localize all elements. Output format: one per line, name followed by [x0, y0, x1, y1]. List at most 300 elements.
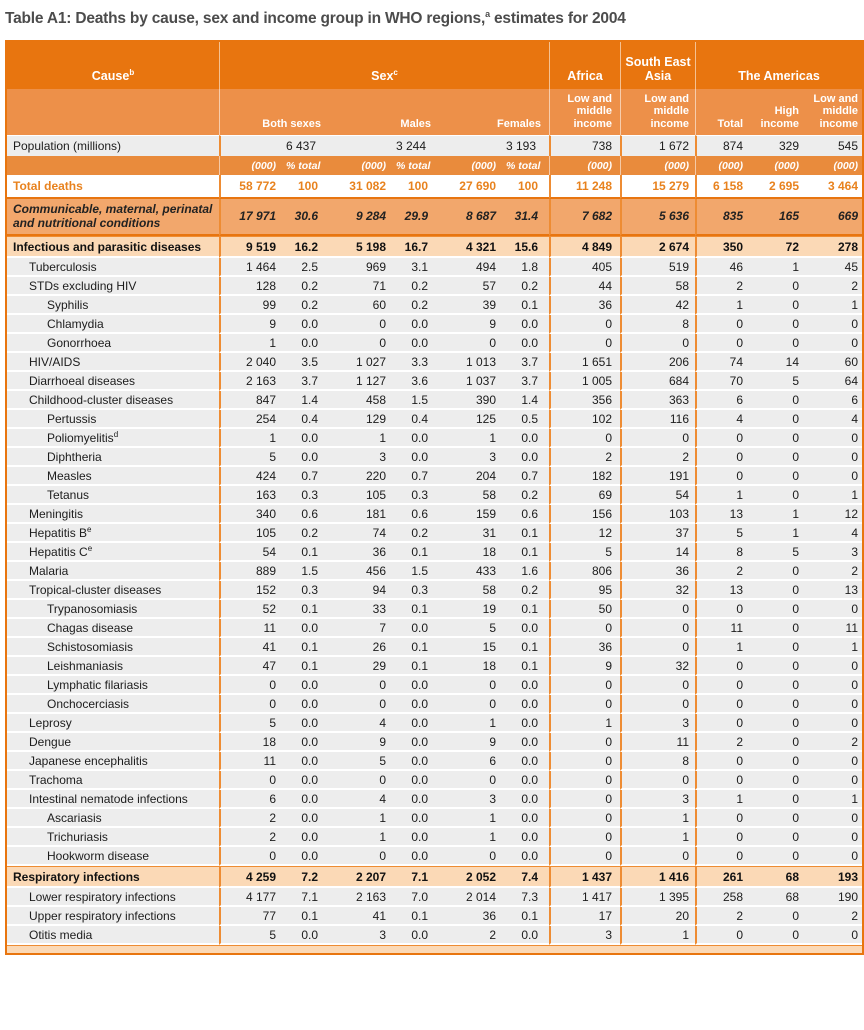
cell-value: 0.3 — [395, 486, 439, 505]
cell-value: 31.4 — [505, 199, 549, 236]
cell-value: 0.1 — [505, 600, 549, 619]
cell-value: 3 464 — [806, 175, 862, 199]
cell-value: 2 — [806, 733, 862, 752]
cell-value: 0 — [329, 315, 395, 334]
cell-value: 47 — [219, 657, 285, 676]
cell-value: 0 — [695, 847, 751, 866]
cell-value: 0.4 — [285, 410, 329, 429]
cell-value: 15.6 — [505, 236, 549, 258]
cell-value: 36 — [439, 907, 505, 926]
col-header-americas: The Americas — [695, 42, 862, 89]
table-row-schistosomiasis — [7, 638, 862, 657]
cell-value: 0 — [549, 619, 620, 638]
table-row-intestinal-nematode-infections — [7, 790, 862, 809]
table-row-tuberculosis — [7, 258, 862, 277]
cell-value: 58 — [439, 486, 505, 505]
cell-value: 0.0 — [285, 926, 329, 945]
cell-value: 16.2 — [285, 236, 329, 258]
cell-value: 0 — [219, 847, 285, 866]
cell-value: 6 158 — [695, 175, 751, 199]
cell-value: 969 — [329, 258, 395, 277]
cell-value: 806 — [549, 562, 620, 581]
population-value: 545 — [806, 135, 862, 156]
row-label: Tropical-cluster diseases — [7, 581, 219, 600]
cell-value: 0.3 — [285, 581, 329, 600]
cell-value: 60 — [329, 296, 395, 315]
cell-value: 181 — [329, 505, 395, 524]
cell-value: 3 — [620, 790, 695, 809]
cell-value: 1.6 — [505, 562, 549, 581]
cell-value: 5 — [751, 543, 806, 562]
cell-value: 0.1 — [505, 657, 549, 676]
cell-value: 0 — [806, 334, 862, 353]
cell-value: 0 — [695, 600, 751, 619]
cell-value: 31 — [439, 524, 505, 543]
table-row-respiratory-infections — [7, 866, 862, 888]
cell-value: 7 682 — [549, 199, 620, 236]
cell-value: 0.2 — [285, 524, 329, 543]
cell-value: 0.0 — [395, 733, 439, 752]
table-row-japanese-encephalitis — [7, 752, 862, 771]
cell-value: 0.0 — [395, 714, 439, 733]
cell-value: 0 — [549, 752, 620, 771]
cell-value: 0 — [751, 828, 806, 847]
cell-value: 3 — [806, 543, 862, 562]
cell-value: 0 — [751, 467, 806, 486]
cell-value: 2 040 — [219, 353, 285, 372]
cell-value: 1 027 — [329, 353, 395, 372]
cell-value: 0 — [806, 714, 862, 733]
row-label: Chlamydia — [7, 315, 219, 334]
cell-value: 0 — [620, 429, 695, 448]
cell-value: 29.9 — [395, 199, 439, 236]
cell-value: 0 — [751, 562, 806, 581]
table-row-pertussis — [7, 410, 862, 429]
cell-value: 2 — [549, 448, 620, 467]
page-title — [5, 4, 864, 29]
cell-value: 77 — [219, 907, 285, 926]
cell-value: 0 — [806, 695, 862, 714]
cell-value: 0 — [549, 733, 620, 752]
cell-value: 7.1 — [285, 888, 329, 907]
cell-value: 0.1 — [395, 600, 439, 619]
cell-value: 57 — [439, 277, 505, 296]
cell-value: 3.5 — [285, 353, 329, 372]
sliver-cell — [7, 945, 862, 953]
cell-value: 70 — [695, 372, 751, 391]
cell-value: 20 — [620, 907, 695, 926]
cell-value: 8 — [620, 752, 695, 771]
cell-value: 2 163 — [329, 888, 395, 907]
cell-value: 0 — [549, 315, 620, 334]
cell-value: 50 — [549, 600, 620, 619]
cell-value: 0.3 — [395, 581, 439, 600]
cell-value: 2 — [695, 277, 751, 296]
cell-value: 159 — [439, 505, 505, 524]
population-value: 738 — [549, 135, 620, 156]
cell-value: 1 — [439, 429, 505, 448]
cell-value: 3 — [549, 926, 620, 945]
cell-value: 0 — [695, 714, 751, 733]
cell-value: 0.1 — [505, 543, 549, 562]
cell-value: 7 — [329, 619, 395, 638]
cell-value: 0 — [751, 619, 806, 638]
row-label: Dengue — [7, 733, 219, 752]
cell-value: 9 — [549, 657, 620, 676]
cell-value: 669 — [806, 199, 862, 236]
table-row-hiv-aids — [7, 353, 862, 372]
cell-value: 17 — [549, 907, 620, 926]
cell-value: 0 — [620, 676, 695, 695]
cell-value: 3 — [439, 790, 505, 809]
cell-value: 74 — [329, 524, 395, 543]
cell-value: 36 — [549, 638, 620, 657]
cell-value: 0 — [620, 334, 695, 353]
cell-value: 1 — [751, 524, 806, 543]
cell-value: 125 — [439, 410, 505, 429]
cell-value: 36 — [549, 296, 620, 315]
cell-value: 0 — [219, 695, 285, 714]
cell-value: 0 — [549, 790, 620, 809]
cell-value: 0.1 — [285, 638, 329, 657]
cell-value: 0 — [329, 695, 395, 714]
cell-value: 356 — [549, 391, 620, 410]
cell-value: 37 — [620, 524, 695, 543]
cell-value: 152 — [219, 581, 285, 600]
cell-value: 1 — [695, 790, 751, 809]
cell-value: 0.0 — [285, 676, 329, 695]
cell-value: 1.4 — [285, 391, 329, 410]
unit-label: (000) — [695, 156, 751, 175]
cell-value: 12 — [806, 505, 862, 524]
table-row-lower-respiratory-infections — [7, 888, 862, 907]
col-subheader-both-sexes: Both sexes — [219, 89, 329, 135]
cell-value: 5 — [549, 543, 620, 562]
cell-value: 1 — [695, 486, 751, 505]
table-row-total-deaths — [7, 175, 862, 199]
cell-value: 1 437 — [549, 866, 620, 888]
cell-value: 0.6 — [285, 505, 329, 524]
cell-value: 9 284 — [329, 199, 395, 236]
cell-value: 3 — [620, 714, 695, 733]
cell-value: 42 — [620, 296, 695, 315]
cell-value: 2 — [695, 562, 751, 581]
cell-value: 46 — [695, 258, 751, 277]
cell-value: 0 — [695, 752, 751, 771]
cell-value: 3 — [439, 448, 505, 467]
cell-value: 0.2 — [395, 277, 439, 296]
cell-value: 7.1 — [395, 866, 439, 888]
cell-value: 100 — [505, 175, 549, 199]
cell-value: 0 — [806, 657, 862, 676]
table-row-communicable-maternal-perinatal-and-nutritional-conditions — [7, 199, 862, 236]
cell-value: 0.0 — [505, 334, 549, 353]
cell-value: 11 — [695, 619, 751, 638]
row-label: Total deaths — [7, 175, 219, 199]
cell-value: 0 — [695, 448, 751, 467]
unit-label: (000) — [439, 156, 505, 175]
row-label: Measles — [7, 467, 219, 486]
cell-value: 278 — [806, 236, 862, 258]
row-label: Diarrhoeal diseases — [7, 372, 219, 391]
sex-label: Sex — [371, 68, 394, 83]
cell-value: 191 — [620, 467, 695, 486]
cell-value: 3.7 — [285, 372, 329, 391]
col-header-africa: Africa — [549, 42, 620, 89]
cell-value: 0.0 — [505, 676, 549, 695]
population-value: 3 193 — [439, 135, 549, 156]
cell-value: 41 — [219, 638, 285, 657]
cell-value: 15 279 — [620, 175, 695, 199]
row-label: Trypanosomiasis — [7, 600, 219, 619]
cell-value: 0.0 — [395, 676, 439, 695]
cell-value: 102 — [549, 410, 620, 429]
cell-value: 0.3 — [285, 486, 329, 505]
cell-value: 0.0 — [395, 448, 439, 467]
cell-value: 0.0 — [505, 926, 549, 945]
table-row-ascariasis — [7, 809, 862, 828]
cell-value: 2 — [695, 907, 751, 926]
cell-value: 2 052 — [439, 866, 505, 888]
unit-label: (000) — [549, 156, 620, 175]
cell-value: 0.1 — [285, 543, 329, 562]
table-row-leprosy — [7, 714, 862, 733]
row-label: Leprosy — [7, 714, 219, 733]
cell-value: 2 — [806, 907, 862, 926]
cell-value: 1.8 — [505, 258, 549, 277]
cell-value: 0.2 — [285, 296, 329, 315]
cell-value: 31 082 — [329, 175, 395, 199]
cell-value: 68 — [751, 888, 806, 907]
cell-value: 1 — [219, 429, 285, 448]
cell-value: 29 — [329, 657, 395, 676]
cell-value: 0 — [751, 334, 806, 353]
cell-value: 0 — [751, 448, 806, 467]
next-section-sliver — [7, 945, 862, 953]
cell-value: 204 — [439, 467, 505, 486]
cell-value: 0.2 — [395, 524, 439, 543]
cell-value: 9 — [439, 733, 505, 752]
table-row-measles — [7, 467, 862, 486]
cell-value: 0 — [751, 296, 806, 315]
cell-value: 456 — [329, 562, 395, 581]
cell-value: 220 — [329, 467, 395, 486]
cell-value: 4 — [806, 410, 862, 429]
cell-value: 68 — [751, 866, 806, 888]
cell-value: 0 — [751, 277, 806, 296]
cell-value: 1 — [620, 828, 695, 847]
cell-value: 0.0 — [395, 790, 439, 809]
cell-value: 0 — [219, 676, 285, 695]
cell-value: 1 — [620, 809, 695, 828]
row-label: Hepatitis $B^e$ — [7, 524, 219, 543]
cell-value: 105 — [329, 486, 395, 505]
cell-value: 0 — [439, 334, 505, 353]
cell-value: 0 — [695, 828, 751, 847]
row-label: Ascariasis — [7, 809, 219, 828]
cell-value: 129 — [329, 410, 395, 429]
cell-value: 54 — [219, 543, 285, 562]
cell-value: 0 — [751, 657, 806, 676]
cell-value: 0.0 — [395, 619, 439, 638]
cell-value: 1 127 — [329, 372, 395, 391]
cell-value: 18 — [219, 733, 285, 752]
cell-value: 4 — [695, 410, 751, 429]
cell-value: 0 — [620, 771, 695, 790]
cell-value: 69 — [549, 486, 620, 505]
cell-value: 11 248 — [549, 175, 620, 199]
cell-value: 0 — [329, 847, 395, 866]
cell-value: 8 — [695, 543, 751, 562]
cell-value: 0.0 — [395, 847, 439, 866]
cell-value: 16.7 — [395, 236, 439, 258]
cell-value: 1 — [329, 429, 395, 448]
cell-value: 32 — [620, 581, 695, 600]
cell-value: 0.7 — [395, 467, 439, 486]
cell-value: 5 — [219, 448, 285, 467]
cell-value: 0 — [620, 600, 695, 619]
cell-value: 11 — [219, 619, 285, 638]
row-label: Hookworm disease — [7, 847, 219, 866]
cell-value: 5 198 — [329, 236, 395, 258]
row-label: Meningitis — [7, 505, 219, 524]
cell-value: 1 013 — [439, 353, 505, 372]
cell-value: 0 — [806, 676, 862, 695]
cell-value: 165 — [751, 199, 806, 236]
cell-value: 1.5 — [395, 562, 439, 581]
cell-value: 6 — [695, 391, 751, 410]
cell-value: 1 416 — [620, 866, 695, 888]
cell-value: 1 — [806, 790, 862, 809]
cell-value: 128 — [219, 277, 285, 296]
col-header-sex — [219, 42, 549, 89]
col-subheader-males: Males — [329, 89, 439, 135]
cell-value: 0.0 — [395, 771, 439, 790]
cell-value: 95 — [549, 581, 620, 600]
cell-value: 3.7 — [505, 353, 549, 372]
cell-value: 0 — [549, 828, 620, 847]
col-header-cause — [7, 42, 219, 89]
cell-value: 163 — [219, 486, 285, 505]
cell-value: 58 772 — [219, 175, 285, 199]
cell-value: 0.6 — [505, 505, 549, 524]
cell-value: 1 651 — [549, 353, 620, 372]
cell-value: 0 — [751, 714, 806, 733]
cell-value: 9 — [219, 315, 285, 334]
cell-value: 72 — [751, 236, 806, 258]
cell-value: 0.1 — [395, 543, 439, 562]
cell-value: 0 — [806, 600, 862, 619]
cell-value: 340 — [219, 505, 285, 524]
cell-value: 0 — [751, 907, 806, 926]
cell-value: 2 — [219, 809, 285, 828]
cell-value: 2.5 — [285, 258, 329, 277]
cell-value: 58 — [620, 277, 695, 296]
cell-value: 4 259 — [219, 866, 285, 888]
col-subheader-empty — [7, 89, 219, 135]
cell-value: 0.1 — [285, 657, 329, 676]
cell-value: 1 — [329, 828, 395, 847]
cell-value: 835 — [695, 199, 751, 236]
cell-value: 9 — [329, 733, 395, 752]
cell-value: 1 — [695, 296, 751, 315]
cell-value: 0.1 — [505, 524, 549, 543]
table-row-chlamydia — [7, 315, 862, 334]
row-label: Malaria — [7, 562, 219, 581]
cell-value: 2 674 — [620, 236, 695, 258]
row-label: Syphilis — [7, 296, 219, 315]
row-label: Tuberculosis — [7, 258, 219, 277]
cell-value: 58 — [439, 581, 505, 600]
row-label: Onchocerciasis — [7, 695, 219, 714]
population-row — [7, 135, 862, 156]
cell-value: 0 — [806, 467, 862, 486]
cell-value: 74 — [695, 353, 751, 372]
cell-value: 0.0 — [395, 315, 439, 334]
cell-value: 0.0 — [505, 809, 549, 828]
cell-value: 18 — [439, 543, 505, 562]
cell-value: 0.0 — [285, 619, 329, 638]
cell-value: 0.7 — [285, 467, 329, 486]
cell-value: 36 — [329, 543, 395, 562]
cell-value: 390 — [439, 391, 505, 410]
cell-value: 12 — [549, 524, 620, 543]
cell-value: 0 — [751, 638, 806, 657]
cell-value: 0 — [439, 695, 505, 714]
cell-value: 27 690 — [439, 175, 505, 199]
cell-value: 7.4 — [505, 866, 549, 888]
cell-value: 0 — [695, 771, 751, 790]
cell-value: 424 — [219, 467, 285, 486]
cell-value: 36 — [620, 562, 695, 581]
unit-label: % total — [395, 156, 439, 175]
cell-value: 0.2 — [505, 581, 549, 600]
cell-value: 0.0 — [505, 790, 549, 809]
cell-value: 4 — [329, 714, 395, 733]
cell-value: 0 — [806, 429, 862, 448]
cell-value: 5 — [219, 926, 285, 945]
cell-value: 0.0 — [505, 429, 549, 448]
cell-value: 7.0 — [395, 888, 439, 907]
cell-value: 1 464 — [219, 258, 285, 277]
cell-value: 0 — [620, 847, 695, 866]
cell-value: 0 — [695, 695, 751, 714]
row-label: Pertussis — [7, 410, 219, 429]
cell-value: 5 — [695, 524, 751, 543]
col-subheader-americas-low-middle-income: Low and middle income — [806, 89, 862, 135]
cell-value: 3.6 — [395, 372, 439, 391]
cell-value: 1 005 — [549, 372, 620, 391]
cell-value: 1 — [219, 334, 285, 353]
table-row-hepatitis-b — [7, 524, 862, 543]
cell-value: 1 — [329, 809, 395, 828]
row-label: Lower respiratory infections — [7, 888, 219, 907]
cell-value: 254 — [219, 410, 285, 429]
cell-value: 0 — [751, 410, 806, 429]
cell-value: 64 — [806, 372, 862, 391]
cell-value: 0 — [329, 676, 395, 695]
cell-value: 0.1 — [505, 907, 549, 926]
cell-value: 5 636 — [620, 199, 695, 236]
row-label: Infectious and parasitic diseases — [7, 236, 219, 258]
table-row-stds-excluding-hiv — [7, 277, 862, 296]
units-row — [7, 156, 862, 175]
cell-value: 0 — [439, 847, 505, 866]
cell-value: 0.0 — [505, 847, 549, 866]
cell-value: 0.0 — [505, 315, 549, 334]
table-body — [7, 135, 862, 953]
cell-value: 1.5 — [395, 391, 439, 410]
